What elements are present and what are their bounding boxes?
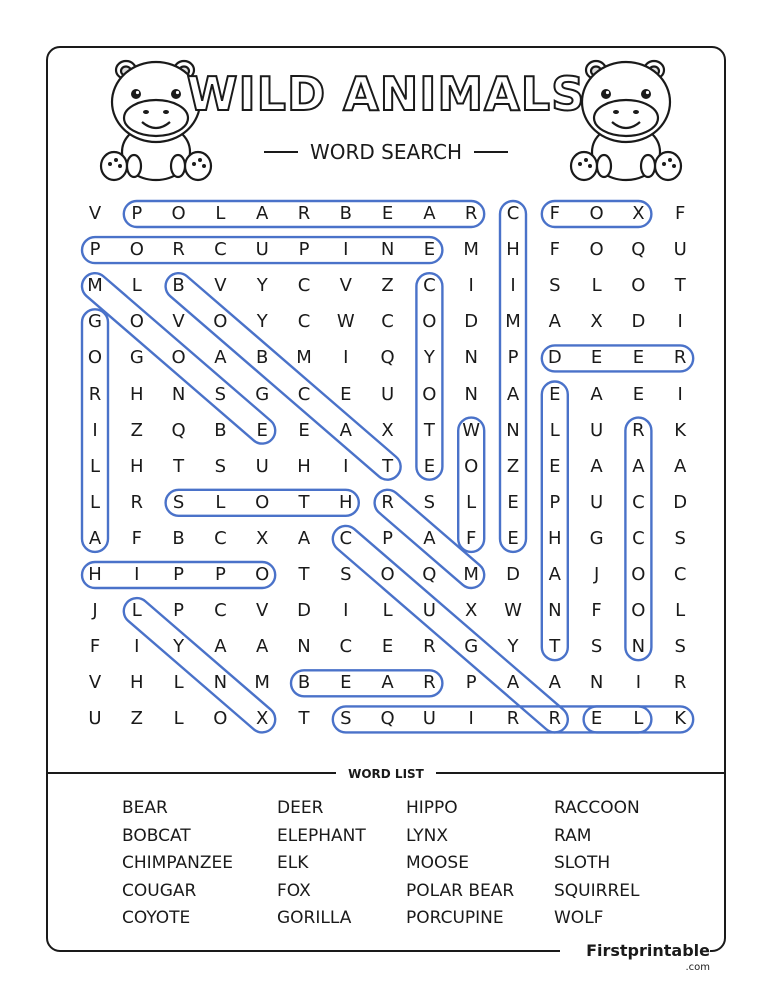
word-list-item: MOOSE xyxy=(406,853,469,873)
grid-letter[interactable]: S xyxy=(590,636,603,658)
grid-letter[interactable]: A xyxy=(423,527,436,549)
grid-letter[interactable]: H xyxy=(548,527,562,549)
word-list-column-1 xyxy=(122,795,233,933)
highlight-coyote xyxy=(416,273,442,480)
grid-letter[interactable]: N xyxy=(213,672,228,694)
grid-letter[interactable]: N xyxy=(380,239,395,261)
grid-letter[interactable]: B xyxy=(214,419,227,441)
grid-letter[interactable]: P xyxy=(298,239,310,261)
grid-letter[interactable]: E xyxy=(381,636,394,658)
grid-letter[interactable]: L xyxy=(591,275,602,297)
grid-letter[interactable]: A xyxy=(506,383,520,405)
grid-letter[interactable]: P xyxy=(89,239,101,261)
grid-letter[interactable]: E xyxy=(549,455,561,477)
grid-letter[interactable]: G xyxy=(589,527,604,549)
grid-letter[interactable]: S xyxy=(214,455,227,477)
grid-letter[interactable]: D xyxy=(673,491,688,513)
grid-letter[interactable]: E xyxy=(423,239,436,261)
grid-letter[interactable]: Z xyxy=(130,419,143,441)
grid-letter[interactable]: C xyxy=(214,600,227,622)
grid-letter[interactable]: B xyxy=(297,672,311,694)
grid-letter[interactable]: O xyxy=(171,203,186,224)
grid-letter[interactable]: L xyxy=(89,491,101,513)
word-list-item: COUGAR xyxy=(122,880,197,901)
grid-letter[interactable]: P xyxy=(382,527,394,549)
grid-letter[interactable]: N xyxy=(631,636,646,658)
word-list-item: DEER xyxy=(277,798,324,818)
grid-letter[interactable]: L xyxy=(215,491,226,513)
grid-letter[interactable]: V xyxy=(88,672,102,694)
grid-letter[interactable]: E xyxy=(381,203,394,224)
word-list-item: ELK xyxy=(277,853,309,873)
grid-letter[interactable]: C xyxy=(381,311,394,333)
grid-letter[interactable]: L xyxy=(382,600,393,622)
grid-letter[interactable]: C xyxy=(214,527,227,549)
grid-letter[interactable]: O xyxy=(255,491,270,513)
highlight-bobcat xyxy=(160,268,406,485)
grid-letter[interactable]: A xyxy=(297,527,311,549)
grid-letter[interactable]: V xyxy=(172,311,185,333)
grid-letter[interactable]: A xyxy=(548,564,561,585)
grid-letter[interactable]: H xyxy=(130,672,144,694)
grid-letter[interactable]: U xyxy=(88,708,102,730)
grid-letter[interactable]: I xyxy=(343,455,349,477)
grid-letter[interactable]: M xyxy=(254,672,270,694)
grid-letter[interactable]: T xyxy=(549,636,561,658)
grid-letter[interactable]: N xyxy=(464,347,478,369)
page-subtitle: WORD SEARCH xyxy=(309,140,463,164)
grid-letter[interactable]: C xyxy=(339,636,353,658)
grid-letter[interactable]: I xyxy=(92,419,98,441)
word-list-item: RAM xyxy=(554,825,592,846)
grid-letter[interactable]: O xyxy=(631,275,646,297)
grid-letter[interactable]: B xyxy=(256,347,269,369)
grid-letter[interactable]: J xyxy=(593,564,600,585)
grid-letter[interactable]: V xyxy=(214,275,227,297)
grid-letter[interactable]: S xyxy=(214,383,227,405)
grid-letter[interactable]: I xyxy=(343,347,349,369)
grid-letter[interactable]: I xyxy=(677,311,683,333)
grid-letter[interactable]: I xyxy=(134,636,140,658)
grid-letter[interactable]: O xyxy=(129,311,144,333)
grid-letter[interactable]: Y xyxy=(256,275,268,297)
grid-letter[interactable]: D xyxy=(506,564,520,585)
grid-letter[interactable]: U xyxy=(381,383,395,405)
grid-letter[interactable]: H xyxy=(297,455,311,477)
word-list-item: POLAR BEAR xyxy=(406,880,515,901)
word-list-item: COYOTE xyxy=(122,908,191,928)
grid-letter[interactable]: Y xyxy=(173,636,185,658)
grid-letter[interactable]: N xyxy=(589,672,604,694)
grid-letter[interactable]: P xyxy=(131,203,143,224)
grid-letter[interactable]: A xyxy=(506,672,520,694)
grid-letter[interactable]: M xyxy=(296,347,312,369)
grid-letter[interactable]: Y xyxy=(256,311,268,333)
grid-letter[interactable]: L xyxy=(89,455,101,477)
highlight-cougar xyxy=(327,521,573,738)
grid-letter[interactable]: L xyxy=(131,275,142,297)
grid-letter[interactable]: W xyxy=(336,311,355,333)
grid-letter[interactable]: M xyxy=(463,564,479,585)
grid-letter[interactable]: C xyxy=(673,564,687,585)
grid-letter[interactable]: K xyxy=(674,419,687,441)
grid-letter[interactable]: D xyxy=(464,311,479,333)
grid-letter[interactable]: P xyxy=(465,672,477,694)
grid-letter[interactable]: A xyxy=(423,203,436,224)
grid-letter[interactable]: R xyxy=(88,383,102,405)
grid-letter[interactable]: H xyxy=(88,564,102,585)
grid-letter[interactable]: A xyxy=(214,347,227,369)
grid-letter[interactable]: I xyxy=(134,564,140,585)
grid-letter[interactable]: L xyxy=(173,708,184,730)
grid-letter[interactable]: I xyxy=(343,600,349,622)
grid-letter[interactable]: E xyxy=(340,383,352,405)
word-list-item: BOBCAT xyxy=(122,825,191,846)
grid-letter[interactable]: Q xyxy=(380,347,395,369)
grid-letter[interactable]: S xyxy=(674,636,686,658)
grid-letter[interactable]: R xyxy=(172,239,185,261)
word-list-item: WOLF xyxy=(554,908,604,928)
grid-letter[interactable]: E xyxy=(590,708,603,730)
grid-letter[interactable]: O xyxy=(87,347,103,369)
grid-letter[interactable]: E xyxy=(256,419,268,441)
grid-letter[interactable]: S xyxy=(340,564,352,585)
word-list-column-2 xyxy=(277,795,366,933)
grid-letter[interactable]: E xyxy=(423,455,436,477)
grid-letter[interactable]: U xyxy=(590,419,604,441)
grid-letter[interactable]: C xyxy=(632,491,645,513)
grid-letter[interactable]: O xyxy=(129,239,144,261)
word-list-item: GORILLA xyxy=(277,908,352,928)
grid-letter[interactable]: X xyxy=(381,419,394,441)
grid-letter[interactable]: L xyxy=(675,600,686,622)
grid-letter[interactable]: G xyxy=(255,383,270,405)
grid-letter[interactable]: R xyxy=(423,636,436,658)
grid-letter[interactable]: V xyxy=(88,203,102,224)
grid-letter[interactable]: F xyxy=(591,600,602,622)
grid-letter[interactable]: I xyxy=(635,672,642,694)
grid-letter[interactable]: R xyxy=(381,491,394,513)
grid-letter[interactable]: R xyxy=(673,347,687,369)
grid-letter[interactable]: F xyxy=(675,203,686,224)
grid-letter[interactable]: W xyxy=(504,600,522,622)
grid-letter[interactable]: Z xyxy=(506,455,520,477)
grid-letter[interactable]: P xyxy=(549,491,561,513)
grid-letter[interactable]: C xyxy=(214,239,227,261)
word-list-column-3 xyxy=(406,795,514,933)
grid-letter[interactable]: R xyxy=(632,419,645,441)
grid-letter[interactable]: F xyxy=(466,527,477,549)
grid-letter[interactable]: A xyxy=(88,527,102,549)
grid-letter[interactable]: U xyxy=(590,491,604,513)
grid-letter[interactable]: R xyxy=(130,491,144,513)
word-list-item: SQUIRREL xyxy=(554,880,640,901)
grid-letter[interactable]: V xyxy=(256,600,269,622)
grid-letter[interactable]: A xyxy=(590,383,603,405)
grid-letter[interactable]: C xyxy=(297,383,311,405)
grid-letter[interactable]: L xyxy=(549,419,560,441)
grid-letter[interactable]: L xyxy=(466,491,477,513)
grid-letter[interactable]: A xyxy=(256,636,269,658)
grid-letter[interactable]: A xyxy=(548,311,561,333)
word-list-column-4 xyxy=(554,795,640,933)
grid-letter[interactable]: A xyxy=(674,455,687,477)
grid-letter[interactable]: X xyxy=(590,311,603,333)
word-list-item: BEAR xyxy=(122,798,168,818)
grid-letter[interactable]: L xyxy=(633,708,644,730)
grid-letter[interactable]: O xyxy=(380,564,395,585)
grid-letter[interactable]: G xyxy=(464,636,479,658)
grid-letter[interactable]: F xyxy=(549,203,560,224)
grid-letter[interactable]: L xyxy=(131,600,142,622)
grid-letter[interactable]: E xyxy=(549,383,561,405)
grid-letter[interactable]: D xyxy=(547,347,562,369)
grid-letter[interactable]: B xyxy=(172,527,185,549)
grid-letter[interactable]: R xyxy=(548,708,562,730)
grid-letter[interactable]: J xyxy=(92,600,98,622)
grid-letter[interactable]: R xyxy=(297,203,311,224)
grid-letter[interactable]: S xyxy=(549,275,561,297)
grid-letter[interactable]: U xyxy=(422,600,436,622)
grid-letter[interactable]: H xyxy=(130,455,144,477)
grid-letter[interactable]: O xyxy=(422,311,437,333)
grid-letter[interactable]: O xyxy=(589,239,604,261)
grid-letter[interactable]: A xyxy=(381,672,394,694)
grid-letter[interactable]: T xyxy=(173,455,185,477)
grid-letter[interactable]: Y xyxy=(507,636,519,658)
grid-letter[interactable]: C xyxy=(297,311,311,333)
grid-letter[interactable]: P xyxy=(214,564,226,585)
grid-letter[interactable]: S xyxy=(674,527,686,549)
grid-letter[interactable]: T xyxy=(298,491,310,513)
grid-letter[interactable]: L xyxy=(173,672,184,694)
grid-letter[interactable]: X xyxy=(256,708,269,730)
grid-letter[interactable]: N xyxy=(464,383,478,405)
grid-letter[interactable]: O xyxy=(464,455,479,477)
brand-logo xyxy=(560,940,710,976)
grid-letter[interactable]: N xyxy=(297,636,311,658)
word-list-label-box xyxy=(336,763,436,783)
grid-letter[interactable]: A xyxy=(256,203,269,224)
grid-letter[interactable]: A xyxy=(632,455,645,477)
grid-letter[interactable]: E xyxy=(507,491,519,513)
grid-letter[interactable]: U xyxy=(255,455,269,477)
grid-letter[interactable]: K xyxy=(674,708,687,730)
grid-letter[interactable]: F xyxy=(131,527,142,549)
grid-letter[interactable]: I xyxy=(468,708,474,730)
grid-letter[interactable]: N xyxy=(506,419,520,441)
grid-letter[interactable]: Y xyxy=(423,347,435,369)
grid-letter[interactable]: M xyxy=(87,275,103,297)
word-list-item: PORCUPINE xyxy=(406,908,504,928)
grid-letter[interactable]: T xyxy=(423,419,435,441)
grid-letter[interactable]: Q xyxy=(380,708,395,730)
grid-letter[interactable]: B xyxy=(172,275,185,297)
grid-letter[interactable]: C xyxy=(632,527,645,549)
grid-letter[interactable]: T xyxy=(298,708,310,730)
grid-letter[interactable]: F xyxy=(89,636,101,658)
grid-letter[interactable]: B xyxy=(339,203,352,224)
grid-letter[interactable]: U xyxy=(673,239,687,261)
grid-letter[interactable]: C xyxy=(297,275,311,297)
grid-letter[interactable]: O xyxy=(589,203,604,224)
grid-letter[interactable]: Q xyxy=(631,239,646,261)
grid-letter[interactable]: Q xyxy=(422,564,437,585)
grid-letter[interactable]: F xyxy=(549,239,560,261)
grid-letter[interactable]: G xyxy=(88,311,102,333)
grid-letter[interactable]: R xyxy=(464,203,478,224)
grid-letter[interactable]: C xyxy=(423,275,436,297)
grid-letter[interactable]: O xyxy=(171,347,186,369)
grid-letter[interactable]: Z xyxy=(130,708,143,730)
grid-letter[interactable]: O xyxy=(213,708,228,730)
page-title: WILD ANIMALS xyxy=(186,67,586,121)
grid-letter[interactable]: O xyxy=(422,383,437,405)
grid-letter[interactable]: P xyxy=(173,564,185,585)
grid-letter[interactable]: R xyxy=(423,672,436,694)
grid-letter[interactable]: M xyxy=(505,311,521,333)
word-list-item: HIPPO xyxy=(406,798,458,818)
grid-letter[interactable]: A xyxy=(214,636,227,658)
grid-letter[interactable]: C xyxy=(339,527,353,549)
grid-letter[interactable]: E xyxy=(340,672,352,694)
grid-letter[interactable]: P xyxy=(173,600,185,622)
grid-letter[interactable]: I xyxy=(677,383,683,405)
grid-letter[interactable]: E xyxy=(590,347,603,369)
grid-letter[interactable]: U xyxy=(422,708,436,730)
grid-letter[interactable]: O xyxy=(631,600,646,622)
grid-letter[interactable]: H xyxy=(130,383,144,405)
grid-letter[interactable]: D xyxy=(297,600,311,622)
grid-letter[interactable]: A xyxy=(339,419,352,441)
word-list-item: CHIMPANZEE xyxy=(122,853,233,873)
word-list-item: RACCOON xyxy=(554,798,640,818)
grid-letter[interactable]: D xyxy=(631,311,646,333)
grid-letter[interactable]: I xyxy=(343,239,349,261)
grid-letter[interactable]: X xyxy=(632,203,645,224)
grid-letter[interactable]: Q xyxy=(171,419,186,441)
brand-name: Firstprintable xyxy=(586,941,710,960)
grid-letter[interactable]: S xyxy=(172,491,185,513)
grid-letter[interactable]: H xyxy=(506,239,520,261)
grid-letter[interactable]: G xyxy=(129,347,144,369)
grid-letter[interactable]: E xyxy=(632,347,645,369)
grid-letter[interactable]: S xyxy=(423,491,436,513)
grid-letter[interactable]: P xyxy=(507,347,519,369)
grid-letter[interactable]: X xyxy=(256,527,269,549)
word-list-item: ELEPHANT xyxy=(277,825,366,846)
grid-letter[interactable]: O xyxy=(213,311,228,333)
grid-letter[interactable]: H xyxy=(339,491,353,513)
grid-letter[interactable]: O xyxy=(255,564,270,585)
grid-letter[interactable]: R xyxy=(506,708,520,730)
grid-letter[interactable]: M xyxy=(463,239,479,261)
grid-letter[interactable]: X xyxy=(465,600,478,622)
grid-letter[interactable]: E xyxy=(298,419,310,441)
grid-letter[interactable]: V xyxy=(339,275,352,297)
brand-domain: .com xyxy=(685,962,710,973)
grid-letter[interactable]: L xyxy=(215,203,226,224)
grid-letter[interactable]: A xyxy=(590,455,603,477)
word-list-item: LYNX xyxy=(406,825,448,846)
grid-letter[interactable]: U xyxy=(255,239,269,261)
grid-letter[interactable]: T xyxy=(674,275,686,297)
grid-letter[interactable]: O xyxy=(631,564,646,585)
grid-letter[interactable]: T xyxy=(382,455,394,477)
grid-letter[interactable]: T xyxy=(298,564,310,585)
grid-letter[interactable]: I xyxy=(510,275,516,297)
word-list-item: SLOTH xyxy=(554,853,611,873)
grid-letter[interactable]: Z xyxy=(381,275,394,297)
grid-letter[interactable]: C xyxy=(506,203,520,224)
grid-letter[interactable]: A xyxy=(548,672,561,694)
grid-letter[interactable]: N xyxy=(171,383,186,405)
grid-letter[interactable]: E xyxy=(632,383,645,405)
grid-letter[interactable]: I xyxy=(468,275,474,297)
grid-letter[interactable]: N xyxy=(548,600,562,622)
grid-letter[interactable]: E xyxy=(507,527,519,549)
word-list-label: WORD LIST xyxy=(348,767,424,781)
grid-letter[interactable]: S xyxy=(340,708,352,730)
word-list-item: FOX xyxy=(277,880,311,901)
grid-letter[interactable]: R xyxy=(673,672,687,694)
grid-letter[interactable]: W xyxy=(462,419,481,441)
